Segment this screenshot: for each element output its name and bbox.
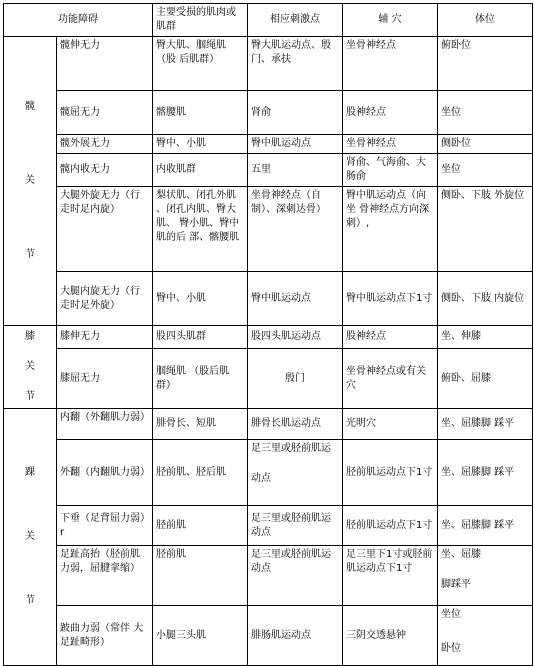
cell-point: 足三里或胫前肌运动点	[248, 506, 343, 546]
cell-position: 坐、屈膝脚 踩平	[438, 409, 533, 440]
cell-function: 下垂（足背屈力弱）r	[57, 506, 153, 546]
cell-aux: 胫前肌运动点下1寸	[343, 506, 438, 546]
rehab-table	[3, 3, 533, 666]
cell-function: 髋外展无力	[57, 135, 153, 154]
cell-muscle: 腘绳肌 （股后肌群）	[153, 349, 248, 409]
table-row	[4, 37, 533, 91]
cell-point: 臀大肌运动点、殷门、承扶	[248, 37, 343, 91]
cell-muscle: 腓骨长、短肌	[153, 409, 248, 440]
cell-aux: 坐骨神经点或有关穴	[343, 349, 438, 409]
cell-aux: 肾俞、气海俞、大肠俞	[343, 154, 438, 187]
cell-point: 足三里或胫前肌运动点	[248, 546, 343, 606]
cell-function: 大腿外旋无力（行走时足内旋）	[57, 187, 153, 272]
cell-muscle: 小腿三头肌	[153, 606, 248, 666]
cell-point: 臀中肌运动点	[248, 272, 343, 326]
table-row	[4, 606, 533, 666]
table-row	[4, 409, 533, 440]
cell-point: 肾俞	[248, 91, 343, 135]
table-row	[4, 506, 533, 546]
cell-point: 坐骨神经点（自制）、深刺达骨）	[248, 187, 343, 272]
position-line-1: 坐、屈膝	[441, 549, 481, 560]
cell-position: 侧卧、下肢 内旋位	[438, 272, 533, 326]
cell-muscle: 股四头肌群	[153, 326, 248, 349]
header-row	[4, 4, 533, 37]
cell-aux: 足三里下1寸或胫前肌运动点下1寸	[343, 546, 438, 606]
cell-muscle: 臀中、小肌	[153, 135, 248, 154]
table-row	[4, 546, 533, 606]
cell-function: 髋屈无力	[57, 91, 153, 135]
table-row	[4, 154, 533, 187]
cell-function: 大腿内旋无力（行走时足外旋）	[57, 272, 153, 326]
cell-muscle: 梨状肌、闭孔外肌 、闭孔内肌、臀大肌、 臀小肌、臀中肌的后 部、髂腰肌	[153, 187, 248, 272]
cell-aux: 坐骨神经点	[343, 135, 438, 154]
cell-function: 髋内收无力	[57, 154, 153, 187]
cell-muscle: 臀中、小肌	[153, 272, 248, 326]
cell-position: 坐、屈膝脚 踩平	[438, 506, 533, 546]
cell-muscle: 胫前肌	[153, 506, 248, 546]
cell-position: 坐位	[438, 91, 533, 135]
cell-point: 殷门	[248, 349, 343, 409]
cell-aux: 光明穴	[343, 409, 438, 440]
cell-muscle: 臀大肌、腘绳肌（股 后肌群）	[153, 37, 248, 91]
cell-position: 坐、伸膝	[438, 326, 533, 349]
cell-aux: 臀中肌运动点（向坐 骨神经点方向深刺）,	[343, 187, 438, 272]
header-function: 功能障碍	[4, 4, 153, 37]
cell-function: 膝伸无力	[57, 326, 153, 349]
cell-point: 腓肠肌运动点	[248, 606, 343, 666]
cell-aux: 坐骨神经点	[343, 37, 438, 91]
cell-position: 俯卧位	[438, 37, 533, 91]
cell-point: 腓骨长肌运动点	[248, 409, 343, 440]
table-row	[4, 135, 533, 154]
cell-point: 五里	[248, 154, 343, 187]
cell-position: 俯卧、屈膝	[438, 349, 533, 409]
cell-position: 侧卧位	[438, 135, 533, 154]
cell-function: 髋伸无力	[57, 37, 153, 91]
cell-aux: 臀中肌运动点下1寸	[343, 272, 438, 326]
cell-point: 臀中肌运动点	[248, 135, 343, 154]
point-line-2: 动点	[251, 473, 271, 484]
cell-position	[438, 546, 533, 606]
cell-position: 侧卧、下肢 外旋位	[438, 187, 533, 272]
table-row	[4, 187, 533, 272]
cell-position: 坐位	[438, 154, 533, 187]
cell-position	[438, 606, 533, 666]
header-aux: 辅 穴	[343, 4, 438, 37]
header-point: 相应刺激点	[248, 4, 343, 37]
cell-muscle: 髂腰肌	[153, 91, 248, 135]
cell-aux: 胫前肌运动点下1寸	[343, 440, 438, 506]
joint-hip: 髋 关 节	[4, 37, 57, 326]
position-line-2: 卧位	[441, 643, 461, 654]
joint-ankle: 踝 关 节	[4, 409, 57, 666]
table-row	[4, 440, 533, 506]
position-line-1: 坐位	[441, 609, 461, 620]
cell-function: 外翻（内翻肌力弱）	[57, 440, 153, 506]
cell-function: 内翻（外翻肌力弱）	[57, 409, 153, 440]
header-position: 体位	[438, 4, 533, 37]
cell-aux: 股神经点	[343, 326, 438, 349]
point-line-1: 足三里或胫前肌运	[251, 443, 331, 454]
table-row	[4, 349, 533, 409]
position-line-2: 脚踩平	[441, 579, 471, 590]
header-muscle: 主要受损的肌肉或肌群	[153, 4, 248, 37]
table-row	[4, 91, 533, 135]
cell-aux: 股神经点	[343, 91, 438, 135]
cell-muscle: 胫前肌、胫后肌	[153, 440, 248, 506]
cell-function: 跛曲力弱（常伴 大足趾畸形）	[57, 606, 153, 666]
cell-aux: 三阴交透悬钟	[343, 606, 438, 666]
table-row	[4, 272, 533, 326]
cell-position: 坐、屈膝脚 踩平	[438, 440, 533, 506]
cell-muscle: 内收肌群	[153, 154, 248, 187]
cell-muscle: 胫前肌	[153, 546, 248, 606]
cell-function: 足趾高抬（胫前肌力弱，屈腱挛缩）	[57, 546, 153, 606]
cell-point	[248, 440, 343, 506]
joint-knee: 膝 关 节	[4, 326, 57, 409]
table-row	[4, 326, 533, 349]
cell-function: 膝屈无力	[57, 349, 153, 409]
cell-point: 股四头肌运动点	[248, 326, 343, 349]
